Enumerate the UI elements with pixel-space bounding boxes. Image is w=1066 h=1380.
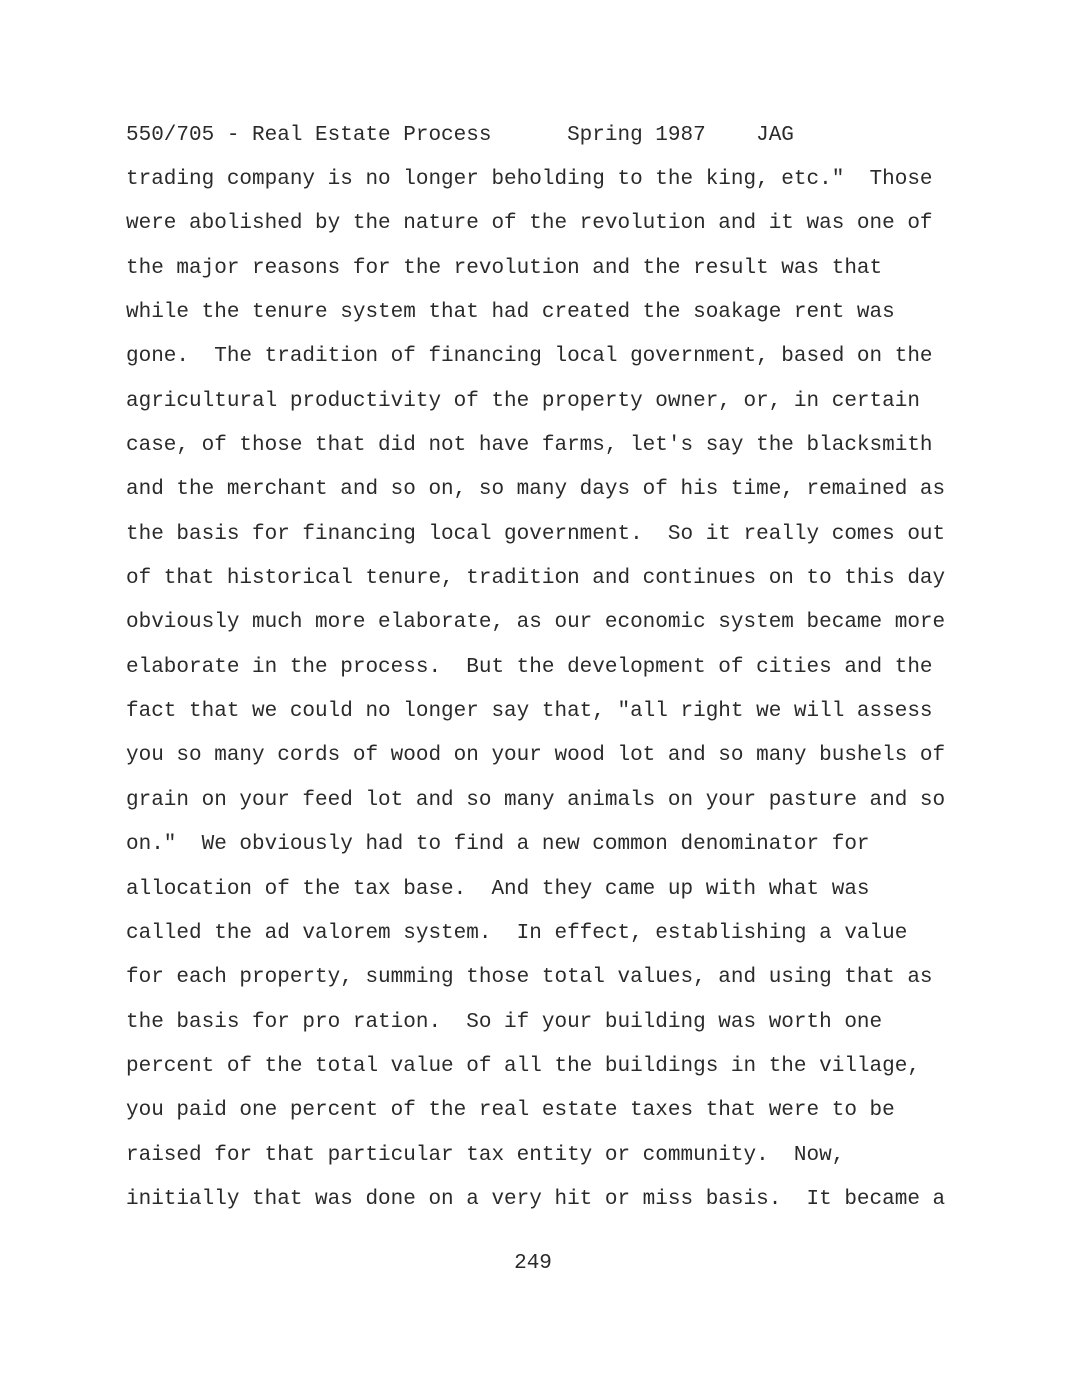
text-line: case, of those that did not have farms, let's say the blacksmith (126, 434, 933, 458)
page-number: 249 (514, 1252, 552, 1275)
text-line: were abolished by the nature of the revolution and it was one of (126, 212, 933, 236)
text-line: on." We obviously had to find a new common denominator for (126, 833, 870, 857)
text-line: fact that we could no longer say that, "all right we will assess (126, 700, 933, 724)
page-header: 550/705 - Real Estate Process Spring 1987 JAG (126, 124, 794, 147)
text-line: obviously much more elaborate, as our economic system became more (126, 611, 946, 635)
text-line: and the merchant and so on, so many days of his time, remained as (126, 478, 946, 502)
text-line: called the ad valorem system. In effect, establishing a value (126, 921, 908, 945)
text-line: while the tenure system that had created the soakage rent was (126, 301, 895, 325)
text-line: for each property, summing those total values, and using that as (126, 966, 933, 990)
text-line: the basis for financing local government. So it really comes out (126, 522, 946, 546)
text-line: initially that was done on a very hit or miss basis. It became a (126, 1187, 946, 1211)
text-line: allocation of the tax base. And they came up with what was (126, 877, 870, 901)
body-text (126, 166, 956, 1230)
text-line: gone. The tradition of financing local government, based on the (126, 345, 933, 369)
text-line: you paid one percent of the real estate taxes that were to be (126, 1099, 895, 1123)
text-line: elaborate in the process. But the development of cities and the (126, 655, 933, 679)
text-line: the basis for pro ration. So if your building was worth one (126, 1010, 883, 1034)
text-line: agricultural productivity of the property owner, or, in certain (126, 389, 920, 413)
text-line: trading company is no longer beholding to the king, etc." Those (126, 168, 933, 191)
text-line: percent of the total value of all the buildings in the village, (126, 1054, 920, 1078)
text-line: grain on your feed lot and so many animals on your pasture and so (126, 788, 946, 812)
text-line: you so many cords of wood on your wood lot and so many bushels of (126, 744, 946, 768)
text-line: the major reasons for the revolution and the result was that (126, 256, 883, 280)
text-line: raised for that particular tax entity or community. Now, (126, 1143, 845, 1167)
text-line: of that historical tenure, tradition and continues on to this day (126, 567, 946, 591)
